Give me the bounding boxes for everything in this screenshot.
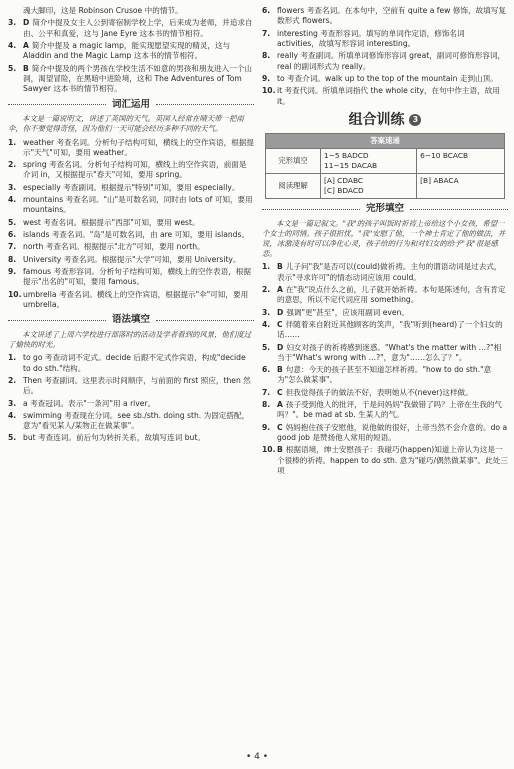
answer-letter: B [277,262,283,272]
item-explanation [23,195,254,216]
item-number: 10. [262,86,276,96]
list-item [8,267,254,288]
vocab-intro: 本文是一篇说明文，讲述了英国的天气。英国人经常在晴天带一把雨伞，你不要觉得奇怪，因为他们一天可能会经历多种不同的天气。 [8,114,244,134]
answer-letter: D [277,307,284,317]
page-number: • 4 • [245,751,269,762]
item-number: 5. [8,217,17,227]
cloze-intro: 本文是一篇记叙文。"我"的孩子叫饭时祈祷上帝给这个小女孩，希望一个女士的同情。孩子很担忧，"我"安慰了他，一个神士肯定了他的做法，并说，冰激凌有时可以净化心灵，孩子给的行为和对妇女的给予"我"很是感恋。 [262,219,506,259]
answer-letter: D [277,342,284,352]
item-explanation [23,6,254,16]
explanation-text: a 考查冠词。表示"一条河"用 a river。 [23,398,156,408]
item-number: 9. [262,73,271,83]
explanation-text: mountains 考查名词。"山"是可数名词，同时由 lots of 可知，要用 mountains。 [23,195,253,215]
answer-line: 1~5 BADCD [324,150,369,160]
item-explanation [23,433,254,443]
item-number: 1. [262,262,271,272]
row-label: 完形填空 [266,148,321,173]
explanation-text: but 考查连词。前后句为转折关系，故填写连词 but。 [23,433,205,443]
item-explanation [277,445,508,476]
item-explanation [23,399,254,409]
grammar-intro: 本文讲述了上周六学校进行部落时的活动及学者看到的风景，他们度过了愉快的时光。 [8,330,252,350]
grammar-answers-continued [262,6,508,107]
item-explanation [277,29,508,50]
list-item [8,230,254,240]
explanation-text: 孩子受到他人的批评，于是问妈妈"我做错了吗？上帝在生我的气吗？"。be mad at sb. 生某人的气。 [277,400,503,420]
list-item [8,353,254,374]
explanation-text: 儿子问"我"是否可以(could)做祈祷。主句的谓语动词是过去式，表示"寻求许可"的情态动词应该用 could。 [277,262,502,282]
list-item [262,308,508,318]
explanation-text: 简介中提及 a magic lamp，能实现愿望实现的精灵，这与 Aladdin and the Magic Lamp 这本书的情节相符。 [23,40,231,61]
table-row [266,174,505,199]
item-number: 8. [262,400,271,410]
list-item [8,399,254,409]
vocab-section-header [8,99,254,112]
answer-letter: C [277,387,283,397]
list-item [8,376,254,397]
right-column [262,6,508,478]
explanation-text: especially 考查副词。根据提示"特别"可知，要用 especially。 [23,182,240,192]
explanation-text: 妇女对孩子的祈祷感到迷惑。"What's the matter with …?"相当于"What's wrong with …?"，意为"……怎么了？"。 [277,342,502,362]
list-item [262,388,508,398]
item-number: 3. [8,398,17,408]
list-item [8,183,254,193]
reading-answers-continued [8,6,254,95]
answer-letter: A [277,284,283,294]
vocab-section-title: 词汇运用 [112,98,151,110]
answer-letter: B [277,445,283,455]
item-number: 5. [262,342,271,352]
explanation-text: swimming 考查现在分词。see sb./sth. doing sth. 为固定搭配，意为"看见某人/某物正在做某事"。 [23,410,250,431]
item-number [8,6,23,16]
explanation-text: 根据语境，绅士安慰孩子：我碰巧(happen)知道上帝认为这是一个很棒的祈祷。happen to do sth. 意为"碰巧/偶然做某事"。此处三项 [277,445,508,475]
list-item [8,195,254,216]
row-answers [321,174,417,199]
combo-title [262,111,508,130]
item-number: 1. [8,137,17,147]
item-number: 7. [8,242,17,252]
item-explanation [23,267,254,288]
list-item [8,160,254,181]
item-number: 8. [262,51,271,61]
item-explanation [277,423,508,444]
grammar-section-header [8,314,254,327]
explanation-text: umbrella 考查名词。横线上的空作宾语，根据提示"伞"可知，要用 umbrella。 [23,289,249,309]
left-column [8,6,254,446]
divider [410,209,508,210]
item-explanation [23,18,254,39]
answer-line: [A] CDABC [324,176,364,186]
item-explanation [23,255,254,265]
list-item [8,411,254,432]
item-explanation [277,74,508,84]
explanation-text: Then 考查副词。这里表示时间顺序，与前面的 first 照应，then 然后。 [23,375,251,396]
item-explanation [277,400,508,421]
explanation-text: famous 考查形容词。分析句子结构可知，横线上的空作表语，根据提示"出名的"可知，要用 famous。 [23,266,251,287]
vocab-answers [8,138,254,311]
answer-line: [C] BDACD [324,186,364,196]
item-explanation [23,290,254,311]
explanation-text: University 考查名词。根据提示"大学"可知，要用 University。 [23,254,241,264]
explanation-text: 句意：今天的孩子甚至不知道怎样祈祷。"how to do sth."意为"怎么做某事"。 [277,365,492,385]
item-explanation [277,388,508,398]
answer-letter: C [277,422,283,432]
list-item [8,218,254,228]
item-explanation [23,376,254,397]
item-number: 9. [8,266,17,276]
cloze-section-title: 完形填空 [366,203,405,215]
list-item [262,285,508,306]
combo-title-text: 组合训练 [348,111,405,128]
item-explanation [277,365,508,386]
explanation-text: 简介中提及女主人公到寄宿制学校上学，后来成为老师，并追求自由、公平和真爱，这与 Jane Eyre 这本书的情节相符。 [23,18,253,38]
answer-letter: A [277,400,283,410]
row-answers [321,148,417,173]
item-explanation [23,411,254,432]
item-number: 5. [8,433,17,443]
list-item [262,445,508,476]
answer-letter: B [23,63,29,73]
explanation-text: 强调"更"甚至"，应该用副词 even。 [286,307,409,317]
cloze-answers [262,262,508,476]
item-explanation [23,183,254,193]
item-number: 2. [8,375,17,385]
list-item [8,6,254,16]
item-number: 2. [262,284,271,294]
answer-letter: B [277,365,283,375]
explanation-text: to go 考查动词不定式。decide 后跟不定式作宾语，构成"decide to do sth."结构。 [23,353,246,373]
page-number-value: 4 [254,751,260,762]
explanation-text: weather 考查名词。分析句子结构可知，横线上的空作宾语，根据提示"天气"可知，要用 weather。 [23,137,254,157]
list-item [8,433,254,443]
item-number: 1. [8,353,17,363]
table-row [266,148,505,173]
explanation-text: to 考查介词。walk up to the top of the mountain 走到山顶。 [277,73,498,83]
row-label: 阅读理解 [266,174,321,199]
item-number: 6. [8,230,17,240]
item-explanation [277,51,508,72]
item-explanation [277,343,508,364]
list-item [8,18,254,39]
answer-line: 11~15 DACAB [324,160,378,170]
item-number: 2. [8,160,17,170]
list-item [262,400,508,421]
list-item [262,86,508,107]
row-answers-extra: 6~10 BCACB [417,148,505,173]
item-number: 4. [262,319,271,329]
explanation-text: 魂大脚印，这是 Robinson Crusoe 中的情节。 [23,6,183,15]
item-explanation [277,320,508,341]
item-number: 3. [8,18,17,28]
list-item [8,64,254,95]
item-explanation [23,138,254,159]
answer-letter: C [277,319,283,329]
item-number: 4. [8,410,17,420]
divider [8,104,106,105]
item-explanation [277,86,508,107]
list-item [262,262,508,283]
divider [8,320,106,321]
item-explanation [23,160,254,181]
item-explanation [23,242,254,252]
divider [156,104,254,105]
list-item [8,138,254,159]
list-item [262,29,508,50]
list-item [262,320,508,341]
item-number: 8. [8,254,17,264]
item-explanation [277,6,508,27]
cloze-section-header [262,203,508,216]
answer-letter: D [23,18,30,28]
item-number: 4. [8,40,17,50]
answer-key-table [265,133,505,199]
item-number: 10. [8,289,22,299]
item-explanation [23,64,254,95]
item-number: 10. [262,445,276,455]
explanation-text: 妈妈抱住孩子安慰他，说他做的很好，上帝当然不会介意的。do a good job 是赞扬他人常用的短语。 [277,422,508,442]
list-item [8,242,254,252]
item-explanation [23,218,254,228]
explanation-text: 在"我"说点什么之前，儿子就开始祈祷。本句是陈述句，含有肯定的意思，所以不定代词应用 something。 [277,284,506,305]
explanation-text: spring 考查名词。分析句子结构可知，横线上的空作宾语，前面是介词 in，又根据提示"春天"可知，要用 spring。 [23,160,247,180]
list-item [262,343,508,364]
item-number: 6. [262,365,271,375]
explanation-text: interesting 考查形容词。填写的单词作定语，修饰名词 activities，故填写形容词 interesting。 [277,28,465,48]
divider [156,320,254,321]
explanation-text: west 考查名词。根据提示"西部"可知，要用 west。 [23,217,200,227]
combo-number-badge: 3 [409,114,421,126]
item-explanation [277,308,508,318]
row-answers-extra: [B] ABACA [417,174,505,199]
item-number: 7. [262,28,271,38]
item-number: 3. [8,182,17,192]
item-number: 4. [8,195,17,205]
item-explanation [23,41,254,62]
divider [262,209,360,210]
explanation-text: islands 考查名词。"岛"是可数名词，由 are 可知，要用 islands。 [23,230,250,240]
explanation-text: flowers 考查名词。在本句中，空前有 quite a few 修饰，故填写复数形式 flowers。 [277,6,506,26]
list-item [262,74,508,84]
item-number: 6. [262,6,271,15]
answer-letter: A [23,40,29,50]
item-number: 3. [262,307,271,317]
list-item [8,41,254,62]
explanation-text: really 考查副词。所填单词修饰形容词 great，副词可修饰形容词，real 的副词形式为 really。 [277,51,506,71]
explanation-text: 简介中提及的两个男孩在学校生活不如意的男孩和朋友进入一个山洞，渴望冒险，在黑暗中进险境，这和 The Adventures of Tom Sawyer 这本书的情节相符。 [23,63,253,94]
list-item [8,290,254,311]
grammar-answers [8,353,254,444]
explanation-text: it 考查代词。所填单词指代 the whole city，在句中作主语，故用 it。 [277,86,500,106]
list-item [262,6,508,27]
item-explanation [277,285,508,306]
item-explanation [23,230,254,240]
explanation-text: north 考查名词。根据提示"北方"可知，要用 north。 [23,242,205,252]
list-item [8,255,254,265]
item-explanation [277,262,508,283]
answer-key-header: 答案速递 [266,133,505,148]
item-number: 5. [8,63,17,73]
list-item [262,423,508,444]
list-item [262,365,508,386]
grammar-section-title: 语法填空 [112,314,151,326]
explanation-text: 伴随着来自附近其他顾客的笑声，"我"听到(heard)了一个妇女的话…… [277,319,503,340]
item-number: 9. [262,422,271,432]
explanation-text: 但我觉得孩子的做法不好，表明她从不(never)这样做。 [285,387,473,397]
item-explanation [23,353,254,374]
item-number: 7. [262,387,271,397]
list-item [262,51,508,72]
